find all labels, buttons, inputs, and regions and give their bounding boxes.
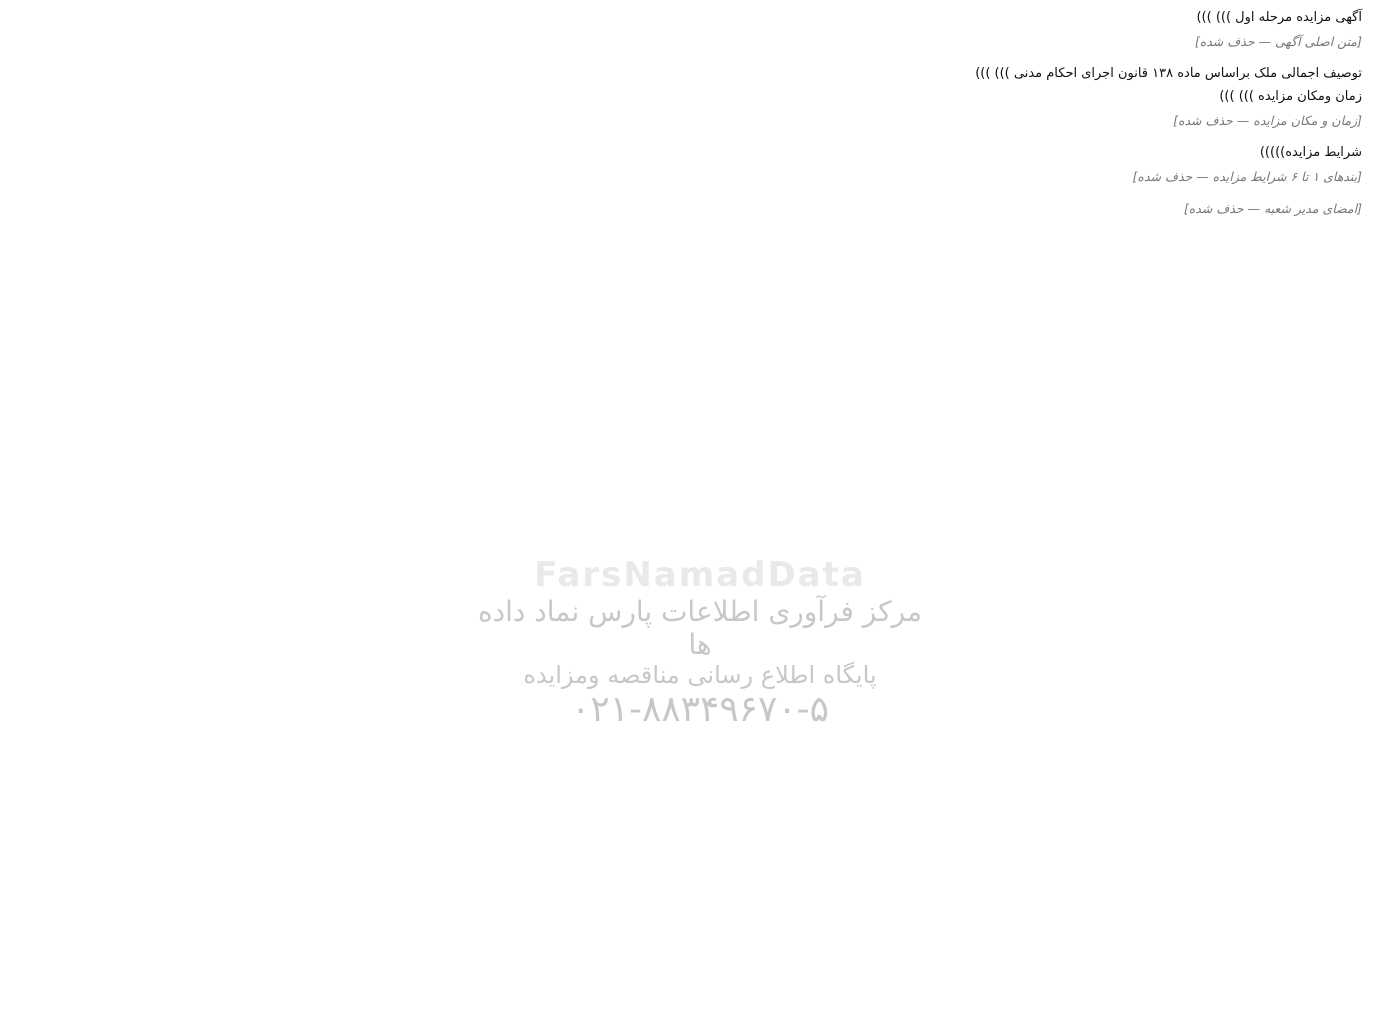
watermark bbox=[470, 555, 930, 730]
property-summary-heading: توصیف اجمالی ملک براساس ماده ۱۳۸ قانون اجرای احکام مدنی ))) ))) bbox=[975, 65, 1362, 81]
watermark-line-2: پایگاه اطلاع رسانی مناقصه ومزایده bbox=[523, 661, 877, 689]
notice-title: آگهی مزایده مرحله اول ))) ))) bbox=[1196, 10, 1362, 25]
time-place-body: [زمان و مکان مزایده — حذف شده] bbox=[1173, 112, 1362, 128]
conditions-body: [بندهای ۱ تا ۶ شرایط مزایده — حذف شده] bbox=[1132, 168, 1362, 184]
notice-body: [متن اصلی آگهی — حذف شده] bbox=[1194, 34, 1362, 49]
watermark-phone: ۰۲۱-۸۸۳۴۹۶۷۰-۵ bbox=[570, 689, 829, 730]
conditions-heading: شرایط مزایده))))) bbox=[1259, 144, 1362, 160]
signature: [امضای مدیر شعبه — حذف شده] bbox=[1183, 201, 1362, 217]
watermark-latin: FarsNamadData bbox=[534, 555, 866, 595]
time-place-heading: زمان ومکان مزایده ))) ))) bbox=[1219, 88, 1362, 104]
watermark-line-1: مرکز فرآوری اطلاعات پارس نماد داده ها bbox=[477, 595, 923, 661]
